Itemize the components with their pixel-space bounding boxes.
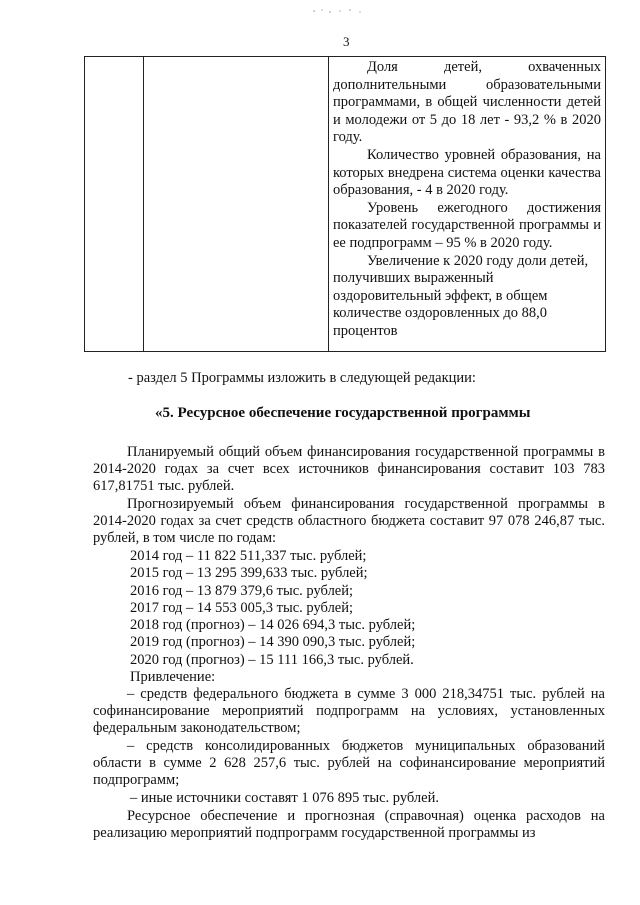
year-item: 2018 год (прогноз) – 14 026 694,3 тыс. рублей; [130,617,416,634]
indicator-paragraph: Увеличение к 2020 году доли детей, получивших выраженный оздоровительный эффект, в общем количестве оздоровленных до 88,0 процентов [333,252,589,339]
year-item: 2019 год (прогноз) – 14 390 090,3 тыс. рублей; [130,634,416,651]
attraction-label: Привлечение: [130,669,216,686]
page-number: 3 [343,34,350,49]
year-item: 2020 год (прогноз) – 15 111 166,3 тыс. рублей. [130,651,414,668]
intro-line: - раздел 5 Программы изложить в следующей редакции: [128,370,476,386]
paragraph-other-sources: – иные источники составят 1 076 895 тыс. рублей. [130,790,439,806]
table [84,56,606,352]
table-column-divider [328,57,329,351]
table-column-divider [143,57,144,351]
years-list [130,548,415,686]
table-cell-indicators [333,59,601,341]
scan-artifact [310,6,370,16]
indicator-paragraph: Уровень ежегодного достижения показателей государственной программы и ее подпрограмм – 95 % в 2020 году. [333,199,601,251]
paragraph-regional-budget: Прогнозируемый объем финансирования государственной программы в 2014-2020 годах за счет средств областного бюджета составит 97 078 246,87 тыс. рублей, в том числе по годам: [93,496,605,547]
year-item: 2017 год – 14 553 005,3 тыс. рублей; [130,599,354,616]
section-heading: «5. Ресурсное обеспечение государственной программы [155,405,531,421]
paragraph-municipal-budget: – средств консолидированных бюджетов муниципальных образований области в сумме 2 628 257,6 тыс. рублей на софинансирование мероприятий подпрограмм; [93,738,605,789]
paragraph-resource-estimate: Ресурсное обеспечение и прогнозная (справочная) оценка расходов на реализацию мероприятий подпрограмм государственной программы из [93,808,605,842]
indicator-paragraph: Доля детей, охваченных дополнительными образовательными программами, в общей численности детей и молодежи от 5 до 18 лет - 93,2 % в 2020 году. [333,59,601,146]
year-item: 2014 год – 11 822 511,337 тыс. рублей; [130,548,367,564]
year-item: 2015 год – 13 295 399,633 тыс. рублей; [130,565,368,582]
paragraph-federal-budget: – средств федерального бюджета в сумме 3 000 218,34751 тыс. рублей на софинансирование мероприятий подпрограмм на условиях, установленных федеральным законодательством; [93,686,605,737]
indicator-paragraph: Количество уровней образования, на которых внедрена система оценки качества образования, - 4 в 2020 году. [333,146,601,199]
year-item: 2016 год – 13 879 379,6 тыс. рублей; [130,582,354,599]
paragraph-total-financing: Планируемый общий объем финансирования государственной программы в 2014-2020 годах за счет всех источников финансирования составит 103 783 617,81751 тыс. рублей. [93,444,605,495]
